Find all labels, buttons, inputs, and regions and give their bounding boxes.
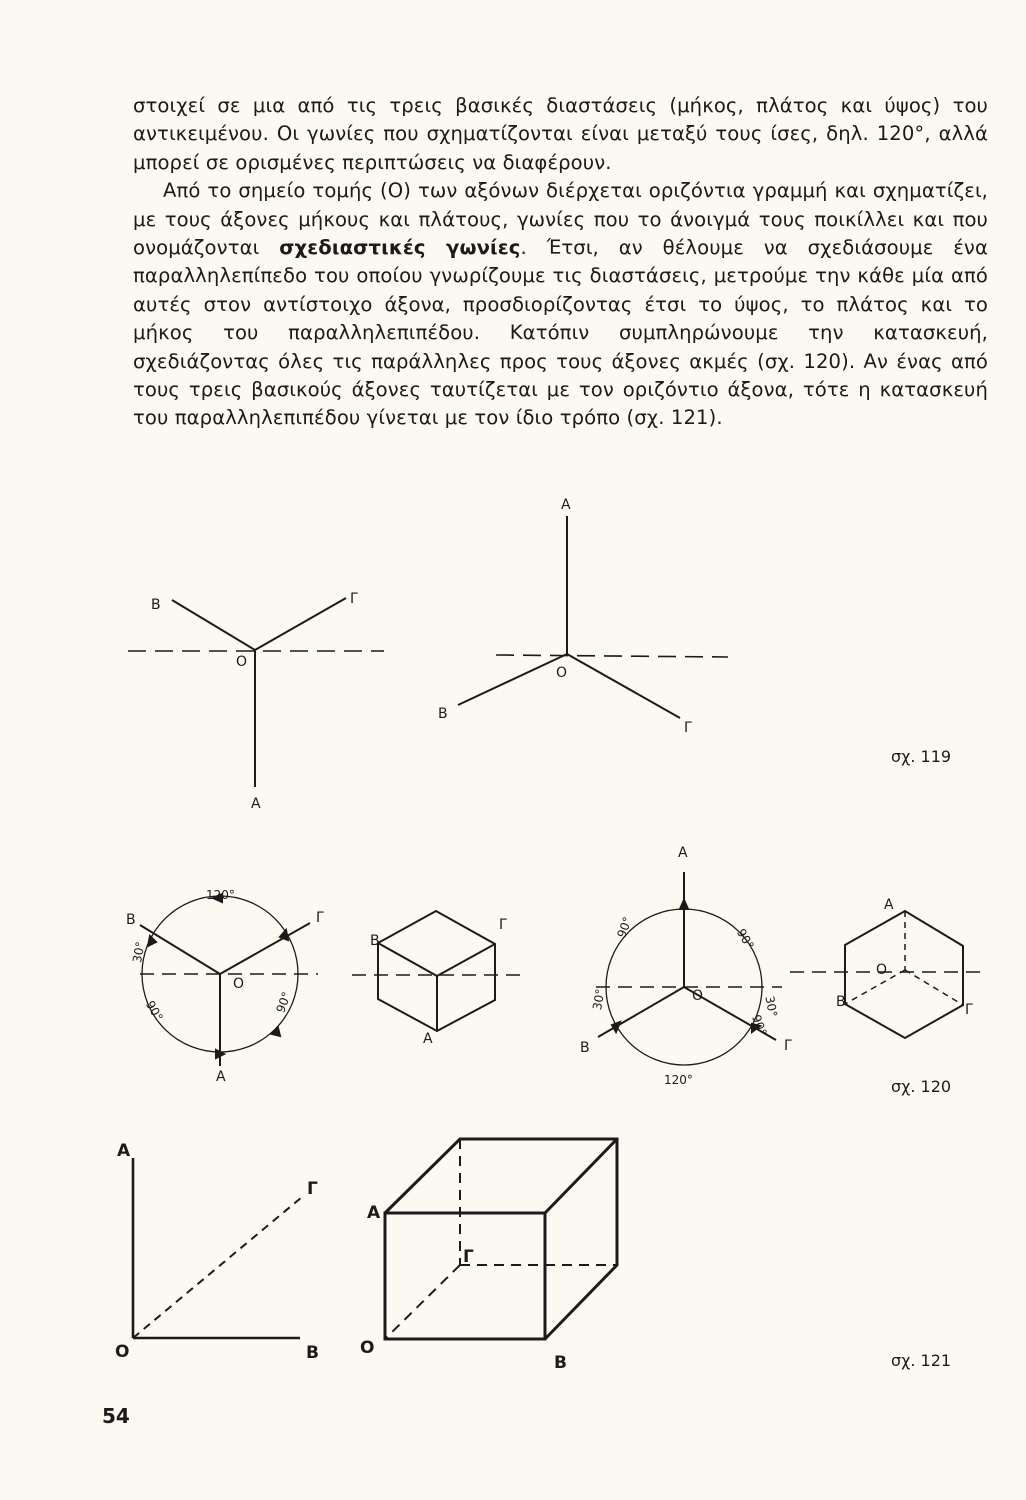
fig120-box-d bbox=[790, 911, 985, 1038]
term-design-angles: σχεδιαστικές γωνίες bbox=[279, 236, 521, 260]
label-g: Γ bbox=[316, 910, 324, 926]
angle-120: 120° bbox=[206, 888, 235, 902]
paragraph-2-text-a: Από το σημείο τομής (Ο) των αξόνων διέρχεται οριζόντια γραμμή και σχηματίζει, με τους άξονες μήκους και πλάτους, γωνίες που το άνοιγμά τους ποικίλλει και που ονομάζονται bbox=[133, 179, 988, 260]
label-a: Α bbox=[423, 1031, 433, 1047]
label-b: Β bbox=[370, 933, 380, 949]
label-b: Β bbox=[836, 994, 846, 1010]
angle-90: 90° bbox=[733, 926, 757, 952]
label-g: Γ bbox=[784, 1038, 792, 1054]
fig120-axes-c bbox=[596, 872, 782, 1065]
label-b: Β bbox=[306, 1343, 319, 1363]
angle-90: 90° bbox=[614, 914, 635, 940]
label-a: Α bbox=[678, 845, 688, 861]
label-o: Ο bbox=[360, 1338, 375, 1358]
fig120-axes-a bbox=[140, 894, 318, 1066]
angle-120: 120° bbox=[664, 1073, 693, 1087]
angle-90: 90° bbox=[142, 998, 166, 1024]
label-o: Ο bbox=[556, 665, 568, 681]
label-o: Ο bbox=[692, 988, 704, 1004]
label-a: Α bbox=[216, 1069, 226, 1085]
label-g: Γ bbox=[463, 1247, 474, 1267]
label-a: Α bbox=[117, 1141, 131, 1161]
label-o: Ο bbox=[233, 976, 245, 992]
fig121-box bbox=[385, 1139, 617, 1339]
caption-fig120: σχ. 120 bbox=[891, 1077, 952, 1096]
label-a: Α bbox=[251, 796, 261, 812]
label-a: Α bbox=[367, 1203, 381, 1223]
label-g: Γ bbox=[684, 720, 692, 736]
label-g: Γ bbox=[965, 1002, 973, 1018]
paragraph-2-text-b: . Έτσι, αν θέλουμε να σχεδιάσουμε ένα παραλληλεπίπεδο του οποίου γνωρίζουμε τις διαστάσεις, μετρούμε την κάθε μία από αυτές στον αντίστοιχο άξονα, προσδιορίζοντας έτσι το ύψος, το πλάτος και το μήκος του παραλληλεπιπέδου. Κατόπιν συμπληρώνουμε την κατασκευή, σχεδιάζοντας όλες τις παράλληλες προς τους άξονες ακμές (σχ. 120). Αν ένας από τους τρεις βασικούς άξονες ταυτίζεται με τον οριζόντιο άξονα, τότε η κατασκευή του παραλληλεπιπέδου γίνεται με τον ίδιο τρόπο (σχ. 121). bbox=[133, 236, 988, 430]
label-g: Γ bbox=[307, 1179, 318, 1199]
label-g: Γ bbox=[350, 591, 358, 607]
label-b: Β bbox=[126, 912, 136, 928]
label-b: Β bbox=[438, 706, 448, 722]
label-b: Β bbox=[151, 597, 161, 613]
page-number: 54 bbox=[102, 1404, 130, 1428]
fig120-box-b bbox=[352, 911, 520, 1031]
angle-90: 90° bbox=[273, 989, 294, 1015]
paragraph-1: στοιχεί σε μια από τις τρεις βασικές διαστάσεις (μήκος, πλάτος και ύψος) του αντικειμένου. Οι γωνίες που σχηματίζονται είναι μεταξύ τους ίσες, δηλ. 120°, αλλά μπορεί σε ορισμένες περιπτώσεις να διαφέρουν. bbox=[133, 94, 988, 174]
label-o: Ο bbox=[236, 654, 248, 670]
angle-30: 30° bbox=[762, 994, 780, 1019]
angle-30: 30° bbox=[130, 940, 148, 964]
fig119-axes-right bbox=[458, 516, 728, 718]
caption-fig121: σχ. 121 bbox=[891, 1351, 952, 1370]
label-o: Ο bbox=[876, 962, 888, 978]
label-a: Α bbox=[884, 897, 894, 913]
label-b: Β bbox=[554, 1353, 567, 1373]
angle-30: 30° bbox=[590, 987, 608, 1012]
label-o: Ο bbox=[115, 1342, 130, 1362]
fig121-axes bbox=[133, 1158, 302, 1338]
label-g: Γ bbox=[499, 917, 507, 933]
label-b: Β bbox=[580, 1040, 590, 1056]
caption-fig119: σχ. 119 bbox=[891, 747, 952, 766]
angle-90: 90° bbox=[749, 1012, 770, 1038]
label-a: Α bbox=[561, 497, 571, 513]
fig119-axes-left bbox=[128, 598, 384, 787]
